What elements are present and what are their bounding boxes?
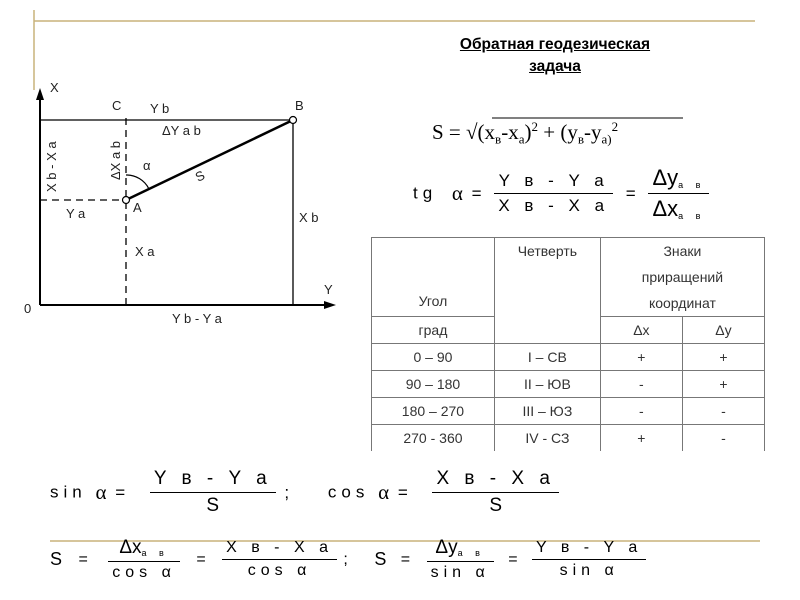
dist-frac-1: [108, 537, 180, 582]
col-signs-header: [600, 238, 764, 317]
dist-f1-num-sub: а в: [141, 548, 169, 559]
dist-eq-4: =: [508, 550, 518, 568]
formula-s-sup1: 2: [531, 119, 538, 134]
tg-den-coords: X в - X а: [494, 193, 613, 216]
formula-s-mid1: -x: [501, 119, 519, 144]
formula-s-mid3: -y: [584, 119, 602, 144]
formula-distance-trig: [50, 537, 646, 582]
dy-subheader: Δy: [682, 317, 764, 344]
tg-num-delta-sub: а в: [678, 180, 706, 191]
sin-denominator: S: [150, 492, 276, 517]
label-dyab: ΔY a b: [162, 123, 201, 138]
dist-s-1: S: [50, 549, 63, 569]
cell-angle: 270 - 360: [372, 425, 495, 452]
dist-f1-num: Δx: [119, 537, 142, 558]
tg-num-delta: Δy: [652, 165, 679, 190]
quadrant-sign-table: [371, 237, 765, 451]
formula-s-sup2: 2: [611, 119, 619, 134]
angle-header-label: Угол: [418, 293, 448, 309]
label-x-axis: X: [50, 80, 59, 95]
sin-numerator: Y в - Y а: [153, 468, 272, 489]
tg-equals-2: =: [625, 183, 636, 203]
signs-header-line1: Знаки: [663, 243, 702, 259]
formula-tangent: [413, 165, 709, 222]
cos-equals: =: [397, 482, 408, 502]
dist-separator: ;: [343, 550, 348, 568]
cell-dy-sign: +: [682, 371, 764, 398]
table-header-row: [372, 238, 765, 317]
cell-angle: 0 – 90: [372, 344, 495, 371]
cell-dx-sign: +: [600, 344, 682, 371]
cell-angle: 180 – 270: [372, 398, 495, 425]
cell-quarter: I – СВ: [494, 344, 600, 371]
cell-dy-sign: -: [682, 425, 764, 452]
table-row: [372, 371, 765, 398]
cell-angle: 90 – 180: [372, 371, 495, 398]
label-point-a: A: [133, 200, 142, 215]
table-row: [372, 398, 765, 425]
tg-den-delta: Δx: [652, 196, 679, 221]
tg-fraction-coords: [494, 171, 613, 216]
dist-eq-2: =: [196, 550, 206, 568]
cos-fraction: [432, 468, 558, 517]
dist-f1-den: cos α: [108, 561, 180, 582]
dist-frac-2: [222, 539, 337, 580]
label-ya: Y a: [66, 206, 86, 221]
dist-frac-3: [427, 537, 494, 582]
angle-subheader: град: [372, 317, 495, 344]
title-line-2: задача: [529, 58, 581, 75]
formula-s-sub-a2: а): [601, 131, 612, 147]
dist-eq-3: =: [400, 550, 411, 568]
dist-f2-num: X в - X а: [226, 539, 333, 556]
tg-den-delta-sub: а в: [678, 211, 706, 222]
tg-label: tg: [413, 183, 438, 203]
cos-label: cos: [327, 482, 370, 502]
dist-f4-den: sin α: [532, 559, 646, 580]
formula-s-mid2: + (y: [538, 119, 578, 144]
table-row: [372, 425, 765, 452]
label-alpha: α: [143, 158, 151, 173]
sin-equals: =: [115, 482, 126, 502]
cos-denominator: S: [432, 492, 558, 517]
formula-s-lhs: S = √(x: [432, 119, 496, 144]
label-point-b: B: [295, 98, 304, 113]
cell-dx-sign: +: [600, 425, 682, 452]
label-y-axis: Y: [324, 282, 333, 297]
sin-fraction: [150, 468, 276, 517]
cell-dy-sign: +: [682, 344, 764, 371]
sin-alpha: α: [95, 480, 107, 504]
label-point-c: C: [112, 98, 122, 113]
label-origin: 0: [24, 301, 32, 316]
label-dxab: ΔX a b: [108, 140, 123, 180]
formula-s-sub-b1: в: [495, 131, 502, 147]
label-xa: X a: [135, 244, 155, 259]
label-xb-minus-xa: X b - X a: [44, 141, 59, 192]
cell-dx-sign: -: [600, 371, 682, 398]
sincos-separator: ;: [284, 482, 290, 502]
cell-quarter: III – ЮЗ: [494, 398, 600, 425]
signs-header-line3: координат: [648, 295, 716, 311]
cell-quarter: IV - СЗ: [494, 425, 600, 452]
label-xb: X b: [299, 210, 319, 225]
title-line-1: Обратная геодезическая: [459, 36, 651, 53]
label-distance-s: S: [192, 167, 208, 185]
table-row: [372, 344, 765, 371]
dist-frac-4: [532, 539, 646, 580]
tg-fraction-deltas: [648, 165, 709, 222]
tg-num-coords: Y в - Y а: [498, 171, 609, 190]
cos-alpha: α: [378, 480, 390, 504]
label-yb: Y b: [150, 101, 170, 116]
cell-dx-sign: -: [600, 398, 682, 425]
label-yb-minus-ya: Y b - Y a: [172, 311, 222, 326]
dist-f3-den: sin α: [427, 561, 494, 582]
formula-s-sub-b2: в: [577, 131, 584, 147]
col-angle-header: [372, 238, 495, 317]
cell-dy-sign: -: [682, 398, 764, 425]
cos-numerator: X в - X а: [436, 468, 555, 489]
dist-eq-1: =: [78, 550, 88, 568]
dist-f3-num: Δy: [435, 537, 458, 558]
sin-label: sin: [50, 482, 87, 502]
cell-quarter: II – ЮВ: [494, 371, 600, 398]
dist-s-2: S: [374, 549, 387, 569]
dist-f2-den: cos α: [222, 559, 337, 580]
dist-f3-num-sub: а в: [457, 548, 485, 559]
col-quarter-header: Четверть: [494, 238, 600, 344]
formula-s-close1: ): [524, 119, 532, 144]
formula-sin-cos: [50, 468, 559, 517]
signs-header-line2: приращений: [641, 269, 724, 285]
tg-alpha: α: [451, 181, 463, 205]
dx-subheader: Δx: [600, 317, 682, 344]
formula-s-sub-a1: а: [518, 131, 525, 147]
tg-equals-1: =: [471, 183, 482, 203]
dist-f4-num: Y в - Y а: [536, 539, 643, 556]
